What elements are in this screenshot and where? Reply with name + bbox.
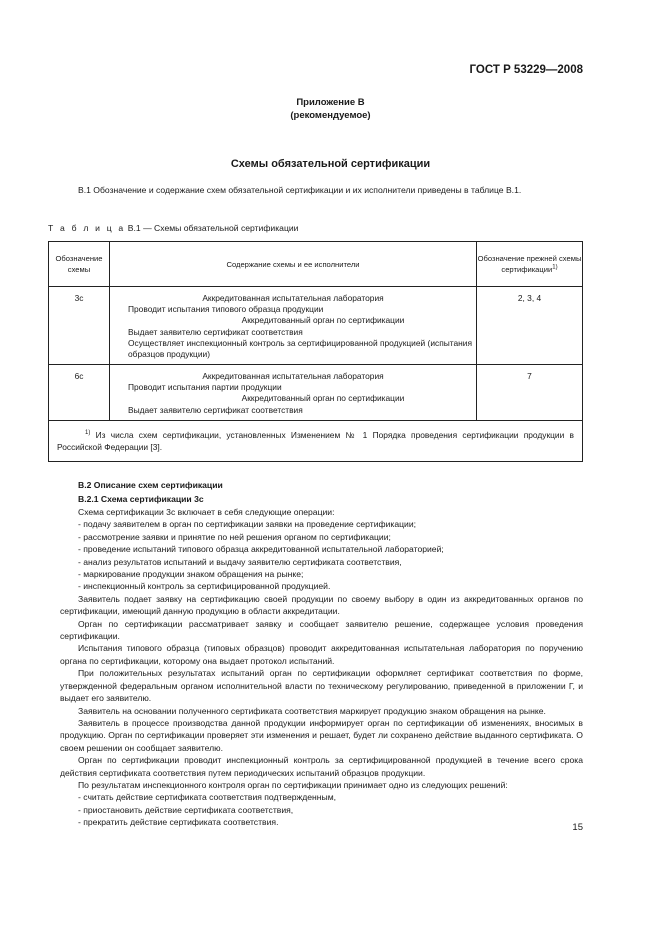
page-number: 15 <box>572 822 583 833</box>
footnote-mark: 1) <box>85 430 91 437</box>
table-caption <box>48 223 298 233</box>
annex-status: (рекомендуемое) <box>290 110 371 121</box>
content-line: Осуществляет инспекционный контроль за сертифицированной продукцией (испытания образцов продукции) <box>128 337 472 360</box>
standard-code: ГОСТ Р 53229—2008 <box>469 64 583 76</box>
table-footnote <box>49 421 583 462</box>
body-paragraph: По результатам инспекционного контроля орган по сертификации принимает одно из следующих решений: <box>78 779 508 790</box>
table-footnote-row <box>49 421 583 462</box>
body-paragraph: При положительных результатах испытаний орган по сертификации оформляет сертификат соответствия по форме, утвержденной федеральным органом исполнительной власти по техническому регулированию, приведенной в приложении Г, и выдает его заявителю. <box>60 668 583 704</box>
col-header-old <box>477 242 583 287</box>
operation-item: - подачу заявителем в орган по сертификации заявки на проведение сертификации; <box>78 519 417 530</box>
operation-item: - рассмотрение заявки и принятие по ней решения органом по сертификации; <box>78 531 391 542</box>
content-line: Аккредитованная испытательная лаборатория <box>202 371 384 381</box>
scheme-content <box>110 287 477 365</box>
body-paragraph: Заявитель подает заявку на сертификацию своей продукции по своему выбору в один из аккредитованных органов по сертификации, имеющий данную продукцию в области аккредитации. <box>60 593 583 617</box>
content-line: Аккредитованная испытательная лаборатория <box>202 293 384 303</box>
body-paragraph: Заявитель на основании полученного сертификата соответствия маркирует продукцию знаком обращения на рынке. <box>78 705 546 716</box>
content-line: Проводит испытания партии продукции <box>128 382 282 393</box>
intro-paragraph: В.1 Обозначение и содержание схем обязательной сертификации и их исполнители приведены в таблице В.1. <box>78 185 522 195</box>
table-row <box>49 287 583 365</box>
content-line: Выдает заявителю сертификат соответствия <box>128 326 303 337</box>
content-line: Аккредитованный орган по сертификации <box>241 393 405 404</box>
old-scheme-code: 7 <box>477 365 583 421</box>
scheme-code: 6с <box>49 365 110 421</box>
operation-item: - проведение испытаний типового образца аккредитованной испытательной лабораторией; <box>78 544 444 555</box>
table-row <box>49 365 583 421</box>
col-header-content: Содержание схемы и ее исполнители <box>110 242 477 287</box>
old-scheme-code: 2, 3, 4 <box>477 287 583 365</box>
section-title: Схемы обязательной сертификации <box>230 158 431 170</box>
scheme-content <box>110 365 477 421</box>
certification-schemes-table <box>48 241 583 462</box>
body-paragraph: Испытания типового образца (типовых образцов) проводит аккредитованная испытательная лаборатория по поручению органа по сертификации, которому она выдает протокол испытаний. <box>60 643 583 666</box>
decision-item: - прекратить действие сертификата соответствия. <box>78 817 279 828</box>
subsection-b21-heading: В.2.1 Схема сертификации 3с <box>78 494 204 504</box>
col-header-code: Обозначение схемы <box>49 242 110 287</box>
body-paragraph: Заявитель в процессе производства данной продукции информирует орган по сертификации об изменениях, вносимых в продукцию. Орган по сертификации проверяет эти изменения и решает, будет ли сохранено действие выданного сертификата. О своем решении он сообщает заявителю. <box>60 717 583 753</box>
b21-body <box>60 506 583 829</box>
col-header-old-footnote-mark: 1) <box>552 264 558 271</box>
decision-item: - приостановить действие сертификата соответствия, <box>78 804 294 815</box>
table-header-row <box>49 242 583 287</box>
scheme-code: 3с <box>49 287 110 365</box>
b21-lead: Схема сертификации 3с включает в себя следующие операции: <box>78 507 335 517</box>
annex-title: Приложение В <box>296 97 365 108</box>
table-caption-prefix: Т а б л и ц а <box>48 223 126 233</box>
operation-item: - анализ результатов испытаний и выдачу заявителю сертификата соответствия, <box>78 556 402 567</box>
section-b2-heading: В.2 Описание схем сертификации <box>78 480 223 490</box>
decision-item: - считать действие сертификата соответствия подтвержденным, <box>78 792 337 803</box>
footnote-text: Из числа схем сертификации, установленных Изменением № 1 Порядка проведения сертификации продукции в Российской Федерации [3]. <box>57 430 574 452</box>
body-paragraph: Орган по сертификации рассматривает заявку и сообщает заявителю решение, содержащее условия проведения сертификации. <box>60 618 583 642</box>
content-line: Проводит испытания типового образца продукции <box>128 304 324 315</box>
col-header-old-text: Обозначение прежней схемы сертификации <box>477 254 582 274</box>
content-line: Выдает заявителю сертификат соответствия <box>128 404 303 415</box>
content-line: Аккредитованный орган по сертификации <box>241 315 405 326</box>
operation-item: - маркирование продукции знаком обращения на рынке; <box>78 569 304 580</box>
operation-item: - инспекционный контроль за сертифицированной продукцией. <box>78 581 331 592</box>
body-paragraph: Орган по сертификации проводит инспекционный контроль за сертифицированной продукцией в течение всего срока действия сертификата соответствия путем периодических испытаний образцов продукции. <box>60 755 583 778</box>
table-caption-text: В.1 — Схемы обязательной сертификации <box>125 223 299 233</box>
